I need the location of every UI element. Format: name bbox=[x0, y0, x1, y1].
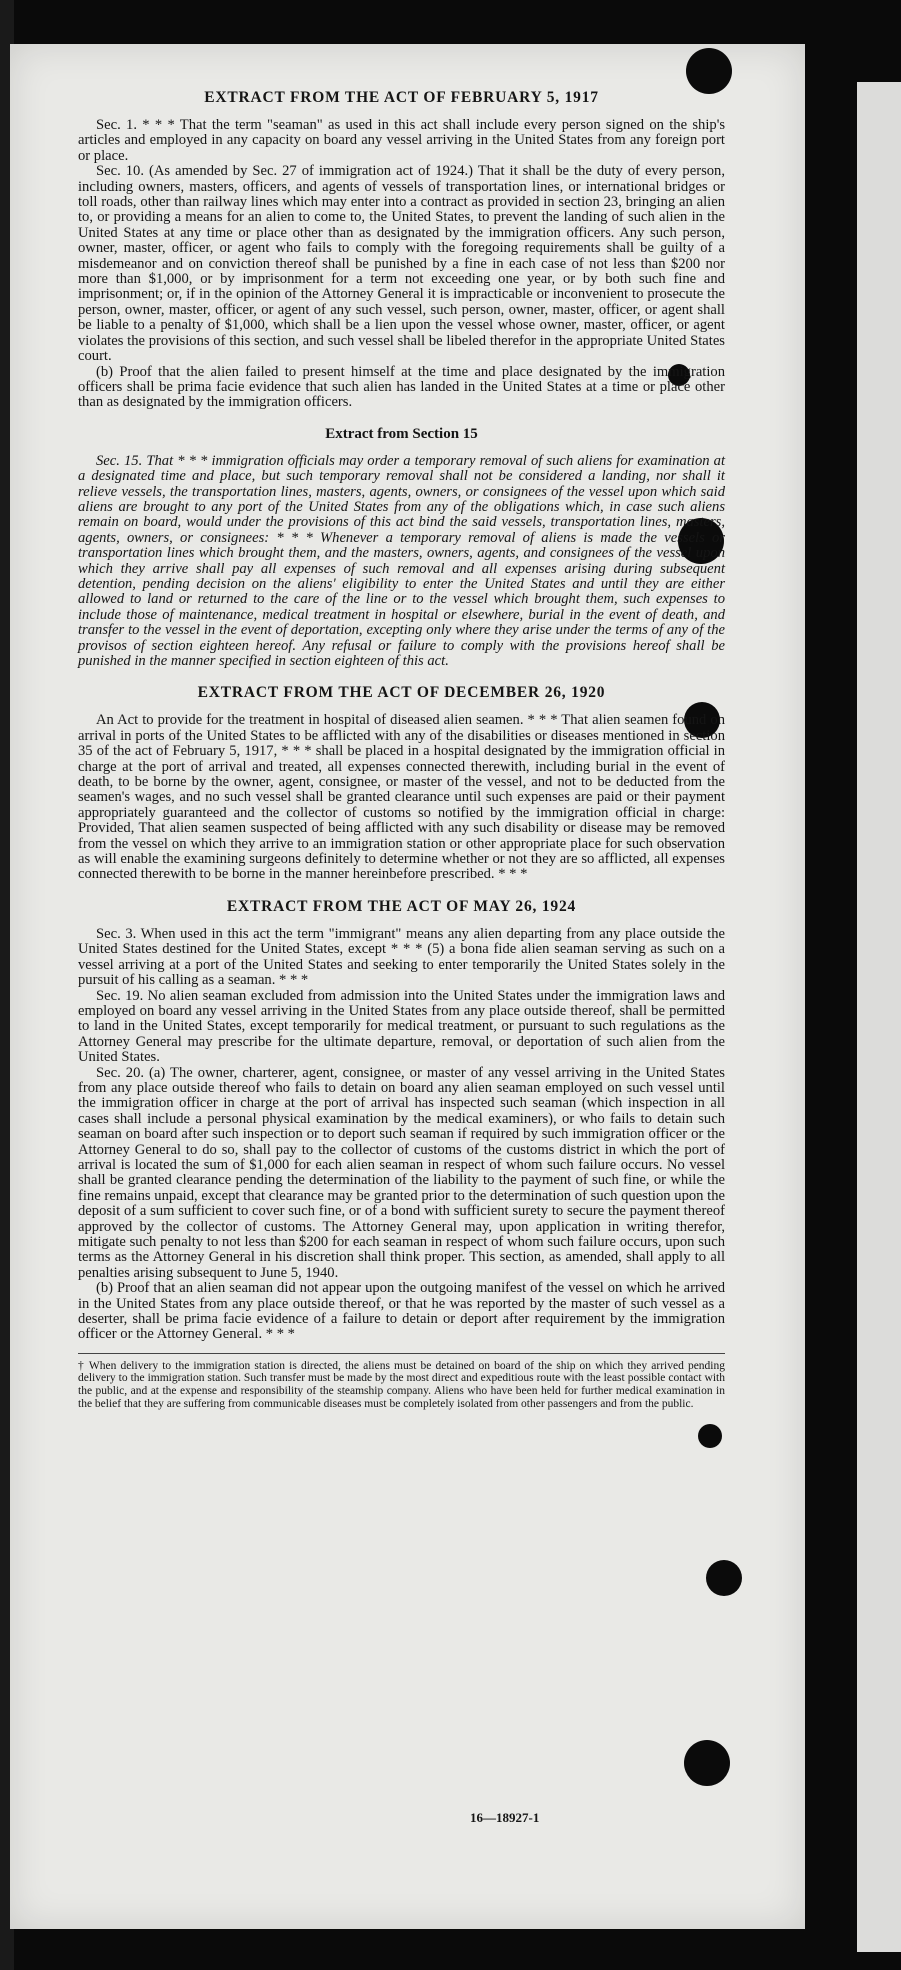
section-act-dec-1920 bbox=[78, 683, 725, 882]
section-heading: EXTRACT FROM THE ACT OF DECEMBER 26, 1920 bbox=[197, 684, 606, 702]
document-text bbox=[78, 88, 725, 1410]
section-heading: EXTRACT FROM THE ACT OF MAY 26, 1924 bbox=[226, 897, 577, 915]
document-number: 16—18927-1 bbox=[470, 1810, 540, 1825]
section-heading: EXTRACT FROM THE ACT OF FEBRUARY 5, 1917 bbox=[204, 89, 599, 106]
binding-hole bbox=[706, 1560, 742, 1596]
punch-hole bbox=[684, 1740, 730, 1786]
paragraph: (b) Proof that an alien seaman did not appear upon the outgoing manifest of the vessel on which he arrived in the United States from any place outside thereof, or that he was reported by the master of such vessel as a deserter, shall be prima facie evidence of a failure to detain or deport after requirement by the immigration officer or the Attorney General. * * * bbox=[78, 1280, 725, 1343]
section-heading: Extract from Section 15 bbox=[325, 425, 478, 442]
section-extract-15 bbox=[78, 425, 725, 670]
paragraph: (b) Proof that the alien failed to present himself at the time and place designated by the immigration officers shall be prima facie evidence that such alien has landed in the United States at a time or place other than as designated by the immigration officers. bbox=[78, 363, 725, 411]
paragraph: Sec. 3. When used in this act the term "immigrant" means any alien departing from any place outside the United States destined for the United States, except * * * (5) a bona fide alien seaman serving as such on a vessel arriving at a port of the United States and seeking to enter temporarily the United States solely in the pursuit of his calling as a seaman. * * * bbox=[78, 925, 725, 989]
paragraph: Sec. 20. (a) The owner, charterer, agent, consignee, or master of any vessel arriving in the United States from any place outside thereof who fails to detain on board any alien seaman employed on such vessel until the immigration officer in charge at the port of arrival has inspected such seaman (which inspection in all cases shall include a personal physical examination by the medical examiners), or who fails to detain such seaman on board after such inspection or to deport such seaman if required by such immigration officer or the Attorney General to do so, shall pay to the collector of customs of the customs district in which the port of arrival is located the sum of $1,000 for each alien seaman in respect of whom such failure occurs. No vessel shall be granted clearance pending the determination of the liability to the payment of such fine, or while the fine remains unpaid, except that clearance may be granted prior to the determination of such question upon the deposit of a sum sufficient to cover such fine, or of a bond with sufficient surety to secure the payment thereof approved by the collector of customs. The Attorney General may, upon application in writing therefor, mitigate such penalty to not less than $200 for each seaman in respect of whom such failure occurs, upon such terms as the Attorney General in his discretion shall think proper. This section, as amended, shall apply to all penalties arising subsequent to June 5, 1940. bbox=[78, 1064, 725, 1281]
section-act-feb-1917 bbox=[78, 88, 725, 411]
adjacent-page-edge bbox=[857, 82, 901, 1952]
paragraph: Sec. 1. * * * That the term "seaman" as used in this act shall include every person signed on the ship's articles and employed in any capacity on board any vessel arriving in the United States from any foreign port or place. bbox=[78, 117, 725, 164]
section-act-may-1924 bbox=[78, 897, 725, 1343]
paragraph: Sec. 15. That * * * immigration officials may order a temporary removal of such aliens for examination at a designated time and place, but such temporary removal shall not be considered a landing, nor shall it relieve vessels, the transportation lines, masters, agents, owners, or consignees of the vessel upon which said aliens are brought to any port of the United States from any of the obligations which, in case such aliens remain on board, would under the provisions of this act bind the said vessels, transportation lines, masters, agents, owners, or consignees: * * * Whenever a temporary removal of aliens is made the vessels or transportation lines which brought them, and the masters, owners, agents, and consignees of the vessel upon which they arrive shall pay all expenses of such removal and all expenses arising during subsequent detention, pending decision on the aliens' eligibility to enter the United States and until they are either allowed to land or returned to the care of the line or to the vessel which brought them, such expenses to include those of maintenance, medical treatment in hospital or elsewhere, burial in the event of death, and transfer to the vessel in the event of deportation, excepting only where they arise under the terms of any of the provisos of section eighteen hereof. Any refusal or failure to comply with the provisions hereof shall be punished in the manner specified in section eighteen of this act. bbox=[78, 452, 725, 669]
footnote: † When delivery to the immigration station is directed, the aliens must be detained on board of the ship on which they arrived pending delivery to the immigration station. Such transfer must be made by the most direct and expeditious route with the least possible contact with the public, and at the expense and responsibility of the steamship company. Aliens who have been held for further medical examination in the belief that they are suffering from communicable diseases must be completely isolated from other passengers and from the public. bbox=[78, 1353, 725, 1410]
paragraph: Sec. 10. (As amended by Sec. 27 of immigration act of 1924.) That it shall be the duty of every person, including owners, masters, officers, and agents of vessels of transportation lines, or international bridges or toll roads, other than railway lines which may enter into a contract as provided in section 23, bringing an alien to, or providing a means for an alien to come to, the United States, to prevent the landing of such alien in the United States at any time or place other than as designated by the immigration officers. Any such person, owner, master, officer, or agent who fails to comply with the foregoing requirements shall be guilty of a misdemeanor and on conviction thereof shall be punished by a fine in each case of not less than $200 nor more than $1,000, or by imprisonment for a term not exceeding one year, or by both such fine and imprisonment; or, if in the opinion of the Attorney General it is impracticable or inconvenient to prosecute the person, owner, master, officer, or agent of any such vessel, such person, owner, master, officer, or agent shall be liable to a penalty of $1,000, which shall be a lien upon the vessel whose owner, master, officer, or agent violates the provisions of this section, and such vessel shall be libeled therefor in the appropriate United States court. bbox=[78, 163, 725, 365]
paragraph: Sec. 19. No alien seaman excluded from admission into the United States under the immigration laws and employed on board any vessel arriving in the United States from any place outside thereof, shall be permitted to land in the United States, except temporarily for medical treatment, or pursuant to such regulations as the Attorney General may prescribe for the ultimate departure, removal, or deportation of such alien from the United States. bbox=[78, 987, 725, 1066]
paragraph: An Act to provide for the treatment in hospital of diseased alien seamen. * * * That alien seamen found on arrival in ports of the United States to be afflicted with any of the disabilities or diseases mentioned in section 35 of the act of February 5, 1917, * * * shall be placed in a hospital designated by the immigration official in charge at the port of arrival and treated, all expenses connected therewith, including burial in the event of death, to be borne by the owner, agent, consignee, or master of the vessel, and not to be deducted from the seamen's wages, and no such vessel shall be granted clearance until such expenses are paid or their payment appropriately guaranteed and the collector of customs so notified by the immigration official in charge: Provided, That alien seamen suspected of being afflicted with any such disability or disease may be removed from the vessel on which they arrive to an immigration station or other appropriate place for such observation as will enable the examining surgeons definitely to determine whether or not they are so afflicted, all expenses connected therewith to be borne in the manner hereinbefore prescribed. * * * bbox=[78, 712, 725, 883]
binding-hole bbox=[698, 1424, 722, 1448]
